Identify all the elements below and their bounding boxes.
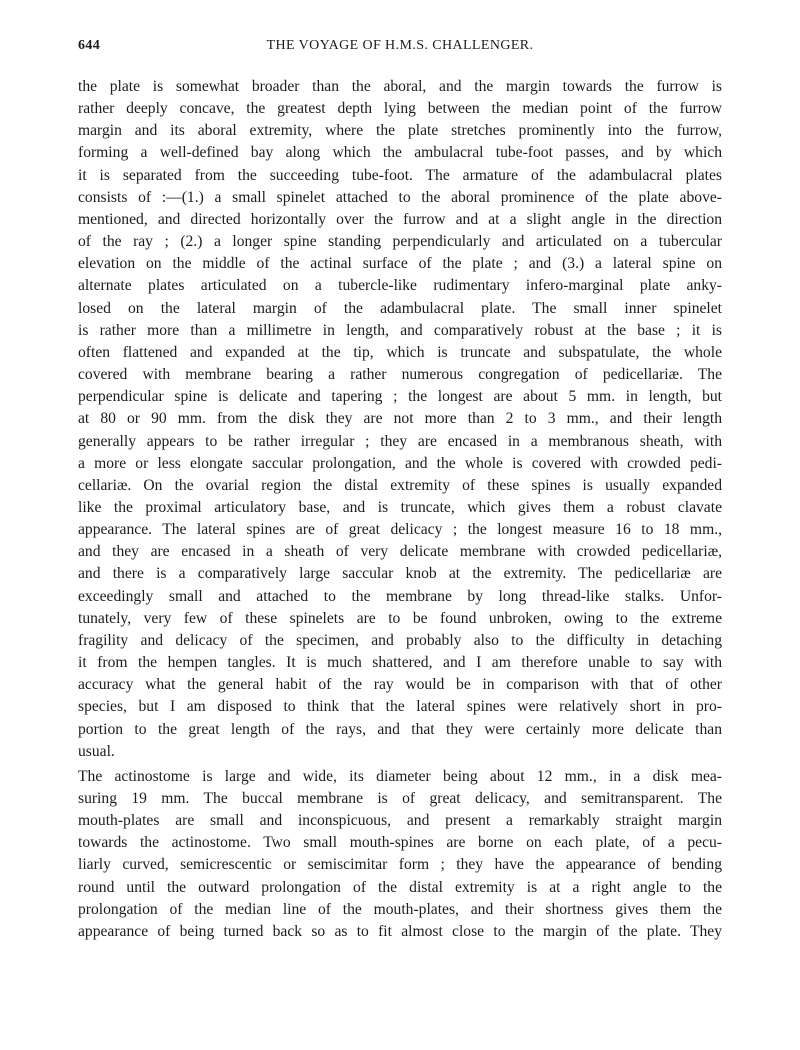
text-line: towards the actinostome. Two small mouth-spines are borne on each plate, of a pecu- [78,834,722,852]
text-line: covered with membrane bearing a rather numerous congregation of pedicellariæ. The [78,366,722,384]
text-line: alternate plates articulated on a tubercle-like rudimentary infero-marginal plate anky- [78,277,722,295]
page-header [78,38,722,62]
text-line: cellariæ. On the ovarial region the distal extremity of these spines is usually expanded [78,476,722,494]
text-line: perpendicular spine is delicate and tapering ; the longest are about 5 mm. in length, but [78,388,722,406]
text-line: a more or less elongate saccular prolongation, and the whole is covered with crowded pedi- [78,454,722,472]
text-line: appearance. The lateral spines are of great delicacy ; the longest measure 16 to 18 mm., [78,521,722,539]
text-line: it from the hempen tangles. It is much shattered, and I am therefore unable to say with [78,654,722,672]
text-line: suring 19 mm. The buccal membrane is of great delicacy, and semitransparent. The [78,790,722,807]
text-line: liarly curved, semicrescentic or semiscimitar form ; they have the appearance of bending [78,856,722,874]
text-line: elevation on the middle of the actinal surface of the plate ; and (3.) a lateral spine on [78,255,722,273]
text-line: at 80 or 90 mm. from the disk they are not more than 2 to 3 mm., and their length [78,410,722,428]
text-line: round until the outward prolongation of the distal extremity is at a right angle to the [78,878,722,896]
text-line: forming a well-defined bay along which the ambulacral tube-foot passes, and by which [78,144,722,162]
text-line: losed on the lateral margin of the adambulacral plate. The small inner spinelet [78,299,722,317]
text-line: mentioned, and directed horizontally over the furrow and at a slight angle in the direction [78,210,722,228]
text-line: mouth-plates are small and inconspicuous, and present a remarkably straight margin [78,812,722,830]
text-line: rather deeply concave, the greatest depth lying between the median point of the furrow [78,100,722,118]
text-line: and there is a comparatively large saccular knob at the extremity. The pedicellariæ are [78,565,722,583]
text-line: exceedingly small and attached to the membrane by long thread-like stalks. Unfor- [78,587,722,605]
text-line: consists of :—(1.) a small spinelet attached to the aboral prominence of the plate above- [78,188,722,206]
text-line: prolongation of the median line of the mouth-plates, and their shortness gives them the [78,900,722,918]
page-number: 644 [78,38,101,53]
text-line: appearance of being turned back so as to fit almost close to the margin of the plate. They [78,922,722,940]
text-line: like the proximal articulatory base, and is truncate, which gives them a robust clavate [78,498,722,516]
text-line: portion to the great length of the rays, and that they were certainly more delicate than [78,720,722,738]
text-line: often flattened and expanded at the tip, which is truncate and subspatulate, the whole [78,343,722,361]
text-line: accuracy what the general habit of the ray would be in comparison with that of other [78,676,722,694]
text-line: species, but I am disposed to think that the lateral spines were relatively short in pro- [78,698,722,716]
text-line: margin and its aboral extremity, where the plate stretches prominently into the furrow, [78,122,722,140]
text-line: and they are encased in a sheath of very delicate membrane with crowded pedicellariæ, [78,543,722,561]
running-title: THE VOYAGE OF H.M.S. CHALLENGER. [266,38,534,53]
text-line: generally appears to be rather irregular ; they are encased in a membranous sheath, with [78,432,722,450]
text-line: it is separated from the succeeding tube-foot. The armature of the adambulacral plates [78,166,722,184]
text-line: The actinostome is large and wide, its diameter being about 12 mm., in a disk mea- [78,767,722,785]
paragraph [78,76,722,763]
document-page [78,38,722,1038]
body-text [78,76,722,943]
paragraph [78,766,722,943]
text-line: fragility and delicacy of the specimen, and probably also to the difficulty in detaching [78,631,722,649]
text-line: tunately, very few of these spinelets are to be found unbroken, owing to the extreme [78,609,722,627]
text-line: of the ray ; (2.) a longer spine standing perpendicularly and articulated on a tubercular [78,233,722,251]
text-line: the plate is somewhat broader than the aboral, and the margin towards the furrow is [78,78,722,95]
text-line: is rather more than a millimetre in length, and comparatively robust at the base ; it is [78,321,722,339]
text-line: usual. [78,742,115,760]
